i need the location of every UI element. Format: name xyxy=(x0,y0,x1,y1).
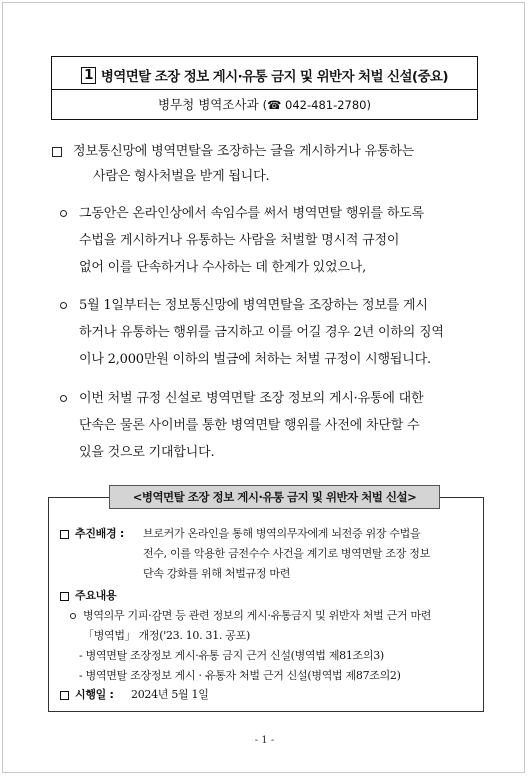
circle-bullet-icon xyxy=(70,613,76,619)
content-label: 주요내용 xyxy=(75,589,117,602)
circle-bullet-icon xyxy=(60,302,67,309)
content-bullet-line-1: 병역의무 기피·감면 등 관련 정보의 게시·유통금지 및 위반자 처벌 근거 마련 xyxy=(83,609,432,622)
bullet-1-line-1: 그동안은 온라인상에서 속임수를 써서 병역면탈 행위를 하도록 xyxy=(79,206,424,221)
background-line-1: 브로커가 온라인을 통해 병역의무자에게 뇌전증 위장 수법을 xyxy=(143,527,421,540)
title-text: 병역면탈 조장 정보 게시·유통 금지 및 위반자 처벌 신설(중요) xyxy=(100,69,448,85)
summary-box-header: <병역면탈 조장 정보 게시·유통 금지 및 위반자 처벌 신설> xyxy=(109,485,440,509)
bullet-2-line-3: 이나 2,000만원 이하의 벌금에 처하는 처벌 규정이 시행됩니다. xyxy=(79,352,431,367)
intro-line-2: 사람은 형사처벌을 받게 됩니다. xyxy=(93,169,270,184)
section-number: 1 xyxy=(81,67,96,84)
circle-bullet-icon xyxy=(60,210,67,217)
intro-line-1: 정보통신망에 병역면탈을 조장하는 글을 게시하거나 유통하는 xyxy=(73,144,414,159)
background-line-2: 전수, 이를 악용한 금전수수 사건을 계기로 병역면탈 조장 정보 xyxy=(143,547,430,560)
bullet-1-line-3: 없어 이를 단속하거나 수사하는 데 한계가 있었으나, xyxy=(79,260,367,275)
bullet-3-line-3: 있을 것으로 기대합니다. xyxy=(79,445,215,460)
square-bullet-icon xyxy=(60,592,69,601)
title-box xyxy=(51,56,478,120)
content-bullet-line-2: 「병역법」 개정('23. 10. 31. 공포) xyxy=(83,629,250,642)
content-dash-1: - 병역면탈 조장정보 게시·유통 금지 근거 신설(병역법 제81조의3) xyxy=(79,649,384,662)
square-bullet-icon xyxy=(60,530,69,539)
square-bullet-icon xyxy=(52,147,62,157)
background-label: 추진배경 : xyxy=(75,527,124,540)
phone-number: (☎ 042-481-2780) xyxy=(262,98,371,112)
page-title xyxy=(52,65,477,85)
square-bullet-icon xyxy=(60,691,69,700)
page-number: - 1 - xyxy=(254,735,275,746)
date-label: 시행일 : xyxy=(75,688,114,701)
background-line-3: 단속 강화를 위해 처벌규정 마련 xyxy=(143,567,291,580)
circle-bullet-icon xyxy=(60,395,67,402)
bullet-2-line-1: 5월 1일부터는 정보통신망에 병역면탈을 조장하는 정보를 게시 xyxy=(79,298,428,313)
department-line xyxy=(52,95,477,113)
bullet-2-line-2: 하거나 유통하는 행위를 금지하고 이를 어길 경우 2년 이하의 징역 xyxy=(79,325,444,340)
department-name: 병무청 병역조사과 xyxy=(158,97,259,112)
bullet-3-line-1: 이번 처벌 규정 신설로 병역면탈 조장 정보의 게시·유통에 대한 xyxy=(79,391,424,406)
date-value: 2024년 5월 1일 xyxy=(131,688,209,701)
bullet-3-line-2: 단속은 물론 사이버를 통한 병역면탈 행위를 사전에 차단할 수 xyxy=(79,418,420,433)
title-divider xyxy=(52,89,477,90)
bullet-1-line-2: 수법을 게시하거나 유통하는 사람을 처벌할 명시적 규정이 xyxy=(79,233,400,248)
content-dash-2: - 병역면탈 조장정보 게시 · 유통자 처벌 근거 신설(병역법 제87조의2) xyxy=(79,669,401,682)
